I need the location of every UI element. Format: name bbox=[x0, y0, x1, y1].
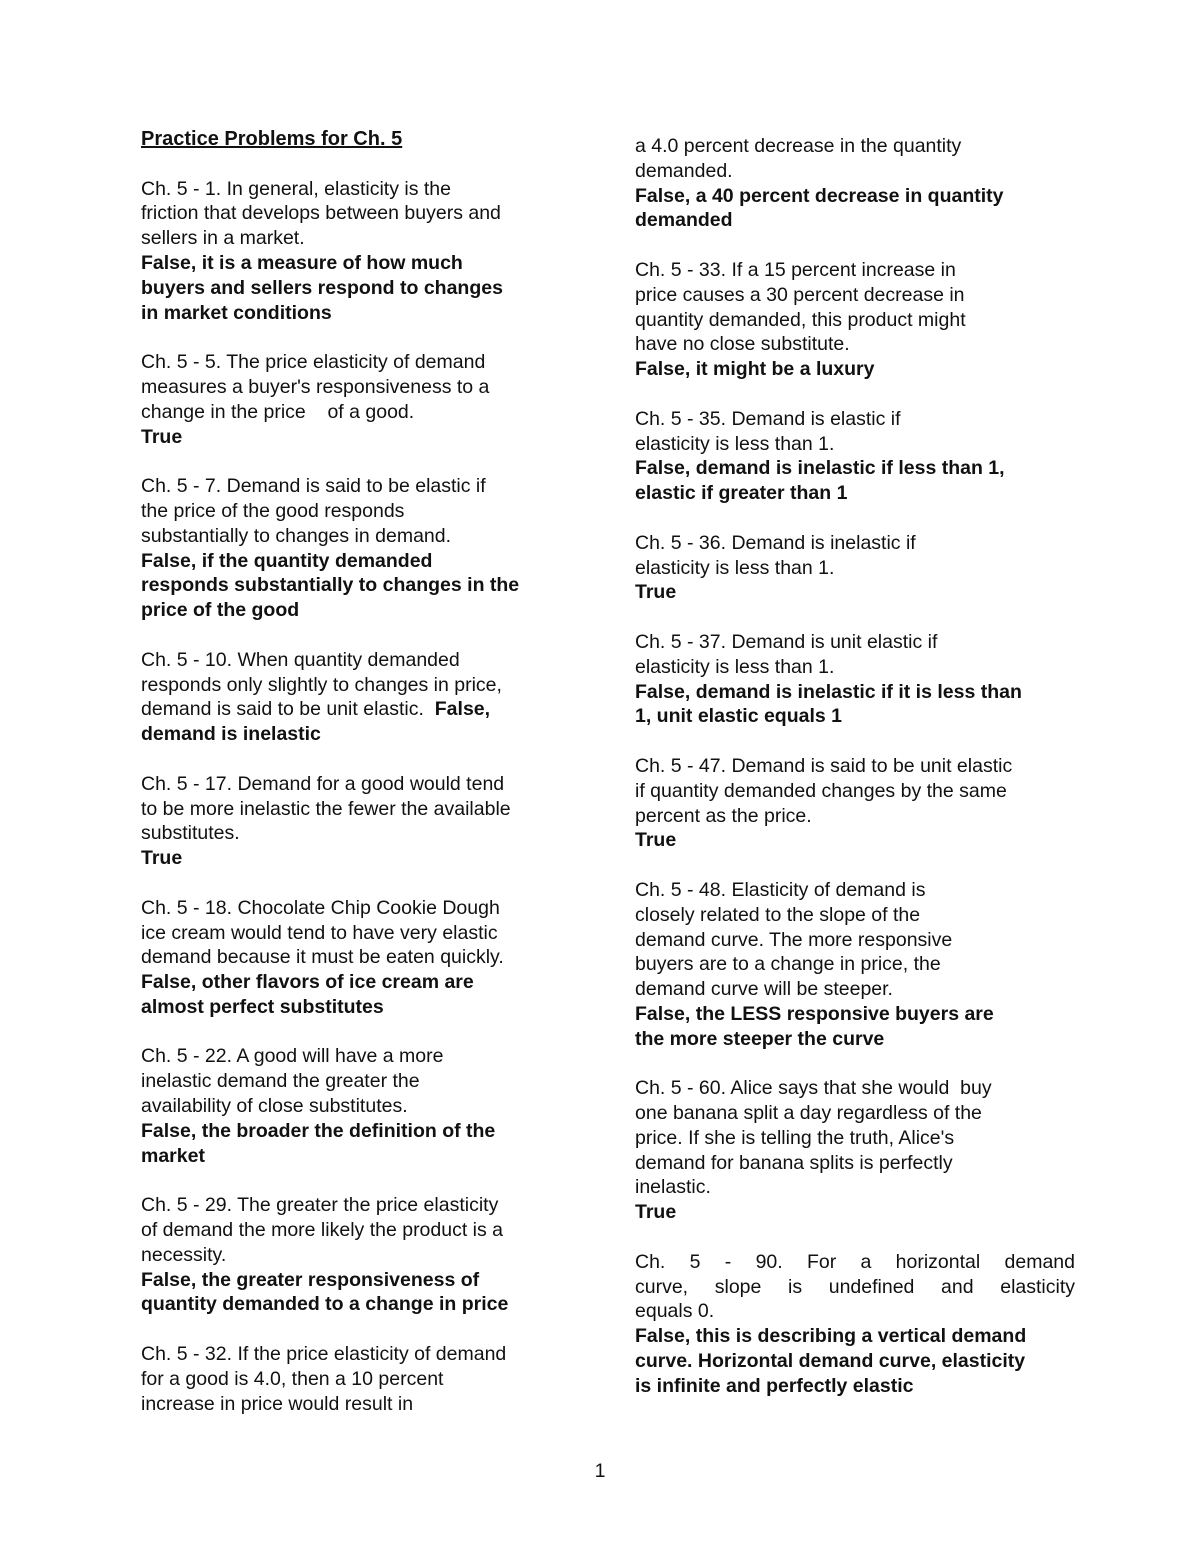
answer-line: True bbox=[635, 1201, 677, 1224]
question-line: closely related to the slope of the bbox=[635, 903, 921, 926]
question-line: substantially to changes in demand. bbox=[141, 524, 452, 547]
answer-text bbox=[141, 425, 571, 450]
question-line: elasticity is less than 1. bbox=[635, 655, 835, 678]
answer-line: curve. Horizontal demand curve, elasticity bbox=[635, 1350, 1026, 1373]
answer-line: False, the broader the definition of the bbox=[141, 1119, 496, 1142]
question-line: percent as the price. bbox=[635, 804, 812, 827]
question-line: buyers are to a change in price, the bbox=[635, 953, 941, 976]
answer-line: False, other flavors of ice cream are bbox=[141, 971, 474, 994]
question-line: curve, slope is undefined and elasticity bbox=[635, 1275, 1075, 1298]
question-text bbox=[141, 1193, 571, 1267]
question-block bbox=[141, 772, 571, 871]
left-column bbox=[141, 127, 571, 1441]
question-text bbox=[635, 1076, 1075, 1200]
answer-text bbox=[635, 1200, 1075, 1225]
question-text bbox=[141, 350, 571, 424]
question-text bbox=[635, 754, 1075, 828]
question-text bbox=[141, 648, 571, 722]
question-line: Ch. 5 - 22. A good will have a more bbox=[141, 1045, 444, 1068]
question-line: Ch. 5 - 33. If a 15 percent increase in bbox=[635, 258, 956, 281]
question-text bbox=[635, 878, 1075, 1002]
answer-line: False, the greater responsiveness of bbox=[141, 1268, 480, 1291]
right-column bbox=[635, 134, 1075, 1423]
answer-line: price of the good bbox=[141, 599, 300, 622]
question-line: a 4.0 percent decrease in the quantity bbox=[635, 135, 962, 157]
answer-line: demanded bbox=[635, 209, 733, 232]
answer-text bbox=[635, 828, 1075, 853]
question-line: Ch. 5 - 48. Elasticity of demand is bbox=[635, 878, 926, 901]
question-block bbox=[141, 177, 571, 326]
answer-line: True bbox=[635, 581, 677, 604]
question-line: elasticity is less than 1. bbox=[635, 432, 835, 455]
question-text bbox=[141, 1342, 571, 1416]
question-line: Ch. 5 - 35. Demand is elastic if bbox=[635, 407, 901, 430]
answer-line: True bbox=[141, 425, 183, 448]
question-line: Ch. 5 - 36. Demand is inelastic if bbox=[635, 531, 916, 554]
question-line: equals 0. bbox=[635, 1300, 715, 1323]
question-block bbox=[141, 474, 571, 623]
question-line: demand because it must be eaten quickly. bbox=[141, 946, 504, 969]
question-block bbox=[141, 1342, 571, 1416]
question-line: increase in price would result in bbox=[141, 1392, 414, 1415]
question-line: Ch. 5 - 7. Demand is said to be elastic if bbox=[141, 475, 486, 498]
answer-text bbox=[635, 1002, 1075, 1052]
answer-line: True bbox=[635, 829, 677, 852]
question-line: price. If she is telling the truth, Alice's bbox=[635, 1126, 955, 1149]
answer-line: market bbox=[141, 1144, 205, 1167]
answer-inline: False, bbox=[434, 698, 491, 721]
answer-line: False, the LESS responsive buyers are bbox=[635, 1002, 994, 1025]
question-line: elasticity is less than 1. bbox=[635, 556, 835, 579]
question-line: Ch. 5 - 32. If the price elasticity of demand bbox=[141, 1343, 507, 1366]
answer-text bbox=[635, 580, 1075, 605]
question-line: demand curve. The more responsive bbox=[635, 928, 953, 951]
question-block bbox=[141, 1044, 571, 1168]
answer-line: responds substantially to changes in the bbox=[141, 574, 520, 597]
question-line: responds only slightly to changes in price, bbox=[141, 673, 502, 696]
answer-text bbox=[635, 357, 1075, 382]
question-line: Ch. 5 - 60. Alice says that she would buy bbox=[635, 1077, 992, 1100]
question-text bbox=[141, 474, 571, 548]
question-text bbox=[141, 177, 571, 251]
answer-line: buyers and sellers respond to changes bbox=[141, 276, 503, 299]
answer-line: False, it might be a luxury bbox=[635, 358, 875, 381]
question-block bbox=[635, 878, 1075, 1052]
question-text bbox=[635, 630, 1075, 680]
question-line: Ch. 5 - 17. Demand for a good would tend bbox=[141, 772, 505, 795]
question-line: necessity. bbox=[141, 1243, 227, 1266]
answer-text bbox=[635, 680, 1075, 730]
answer-line: False, it is a measure of how much bbox=[141, 251, 463, 274]
question-text bbox=[141, 1044, 571, 1118]
answer-line: elastic if greater than 1 bbox=[635, 482, 848, 505]
answer-text bbox=[635, 1324, 1075, 1398]
question-line: Ch. 5 - 5. The price elasticity of demand bbox=[141, 351, 486, 374]
answer-line: False, demand is inelastic if less than 1, bbox=[635, 457, 1005, 480]
question-block bbox=[141, 648, 571, 747]
question-line-text: demand is said to be unit elastic. bbox=[141, 698, 424, 721]
question-block bbox=[635, 1076, 1075, 1225]
answer-line: quantity demanded to a change in price bbox=[141, 1293, 509, 1316]
question-line: Ch. 5 - 1. In general, elasticity is the bbox=[141, 177, 451, 200]
question-text bbox=[635, 531, 1075, 581]
answer-text bbox=[141, 251, 571, 325]
answer-line: False, demand is inelastic if it is less than bbox=[635, 680, 1022, 703]
answer-line: True bbox=[141, 847, 183, 870]
answer-text bbox=[635, 184, 1075, 234]
question-line: quantity demanded, this product might bbox=[635, 308, 966, 331]
answer-text bbox=[141, 549, 571, 623]
question-text bbox=[635, 1250, 1075, 1324]
question-block bbox=[635, 531, 1075, 605]
answer-line: is infinite and perfectly elastic bbox=[635, 1374, 914, 1397]
question-line: demanded. bbox=[635, 159, 733, 182]
page-number: 1 bbox=[594, 1460, 606, 1482]
question-line: for a good is 4.0, then a 10 percent bbox=[141, 1367, 444, 1390]
question-line: inelastic. bbox=[635, 1176, 711, 1199]
answer-text bbox=[141, 846, 571, 871]
question-line: change in the price of a good. bbox=[141, 400, 415, 423]
answer-line: False, this is describing a vertical demand bbox=[635, 1325, 1027, 1348]
answer-line: 1, unit elastic equals 1 bbox=[635, 705, 842, 728]
answer-text bbox=[141, 1268, 571, 1318]
page-title: Practice Problems for Ch. 5 bbox=[141, 128, 403, 150]
question-line: availability of close substitutes. bbox=[141, 1095, 408, 1118]
question-line: to be more inelastic the fewer the available bbox=[141, 797, 511, 820]
question-block bbox=[635, 407, 1075, 506]
answer-text bbox=[141, 722, 571, 747]
question-line: Ch. 5 - 29. The greater the price elasticity bbox=[141, 1194, 499, 1217]
question-line: of demand the more likely the product is a bbox=[141, 1219, 504, 1242]
left-question-list bbox=[141, 177, 571, 1417]
question-text bbox=[141, 772, 571, 846]
question-block bbox=[141, 1193, 571, 1317]
question-block bbox=[635, 258, 1075, 382]
question-line: if quantity demanded changes by the same bbox=[635, 779, 1007, 802]
question-block bbox=[141, 350, 571, 449]
question-line: demand for banana splits is perfectly bbox=[635, 1151, 953, 1174]
question-text bbox=[635, 134, 1075, 184]
answer-line: in market conditions bbox=[141, 301, 332, 324]
question-line: inelastic demand the greater the bbox=[141, 1070, 420, 1093]
question-line: measures a buyer's responsiveness to a bbox=[141, 375, 490, 398]
answer-line: False, a 40 percent decrease in quantity bbox=[635, 184, 1004, 207]
question-line: friction that develops between buyers and bbox=[141, 202, 501, 225]
question-text bbox=[635, 258, 1075, 357]
question-line: Ch. 5 - 10. When quantity demanded bbox=[141, 648, 460, 671]
question-block bbox=[635, 630, 1075, 729]
question-line: demand curve will be steeper. bbox=[635, 978, 893, 1001]
question-line: ice cream would tend to have very elastic bbox=[141, 921, 498, 944]
right-question-list bbox=[635, 134, 1075, 1399]
question-line: price causes a 30 percent decrease in bbox=[635, 283, 965, 306]
answer-text bbox=[141, 970, 571, 1020]
answer-line: almost perfect substitutes bbox=[141, 995, 384, 1018]
question-line: the price of the good responds bbox=[141, 499, 405, 522]
question-block bbox=[635, 754, 1075, 853]
answer-line: False, if the quantity demanded bbox=[141, 549, 433, 572]
answer-line: demand is inelastic bbox=[141, 723, 321, 746]
question-line: Ch. 5 - 18. Chocolate Chip Cookie Dough bbox=[141, 896, 500, 919]
answer-line: the more steeper the curve bbox=[635, 1027, 885, 1050]
answer-text bbox=[635, 456, 1075, 506]
question-block bbox=[635, 134, 1075, 233]
question-line bbox=[141, 697, 571, 722]
answer-text bbox=[141, 1119, 571, 1169]
question-line: Ch. 5 - 47. Demand is said to be unit elastic bbox=[635, 754, 1013, 777]
question-line: one banana split a day regardless of the bbox=[635, 1102, 982, 1125]
question-block bbox=[635, 1250, 1075, 1399]
question-block bbox=[141, 896, 571, 1020]
question-line: Ch. 5 - 90. For a horizontal demand bbox=[635, 1250, 1075, 1273]
question-text bbox=[141, 896, 571, 970]
question-line: sellers in a market. bbox=[141, 227, 305, 250]
question-text bbox=[635, 407, 1075, 457]
question-line: Ch. 5 - 37. Demand is unit elastic if bbox=[635, 630, 938, 653]
question-line: substitutes. bbox=[141, 822, 240, 845]
question-line: have no close substitute. bbox=[635, 333, 850, 356]
